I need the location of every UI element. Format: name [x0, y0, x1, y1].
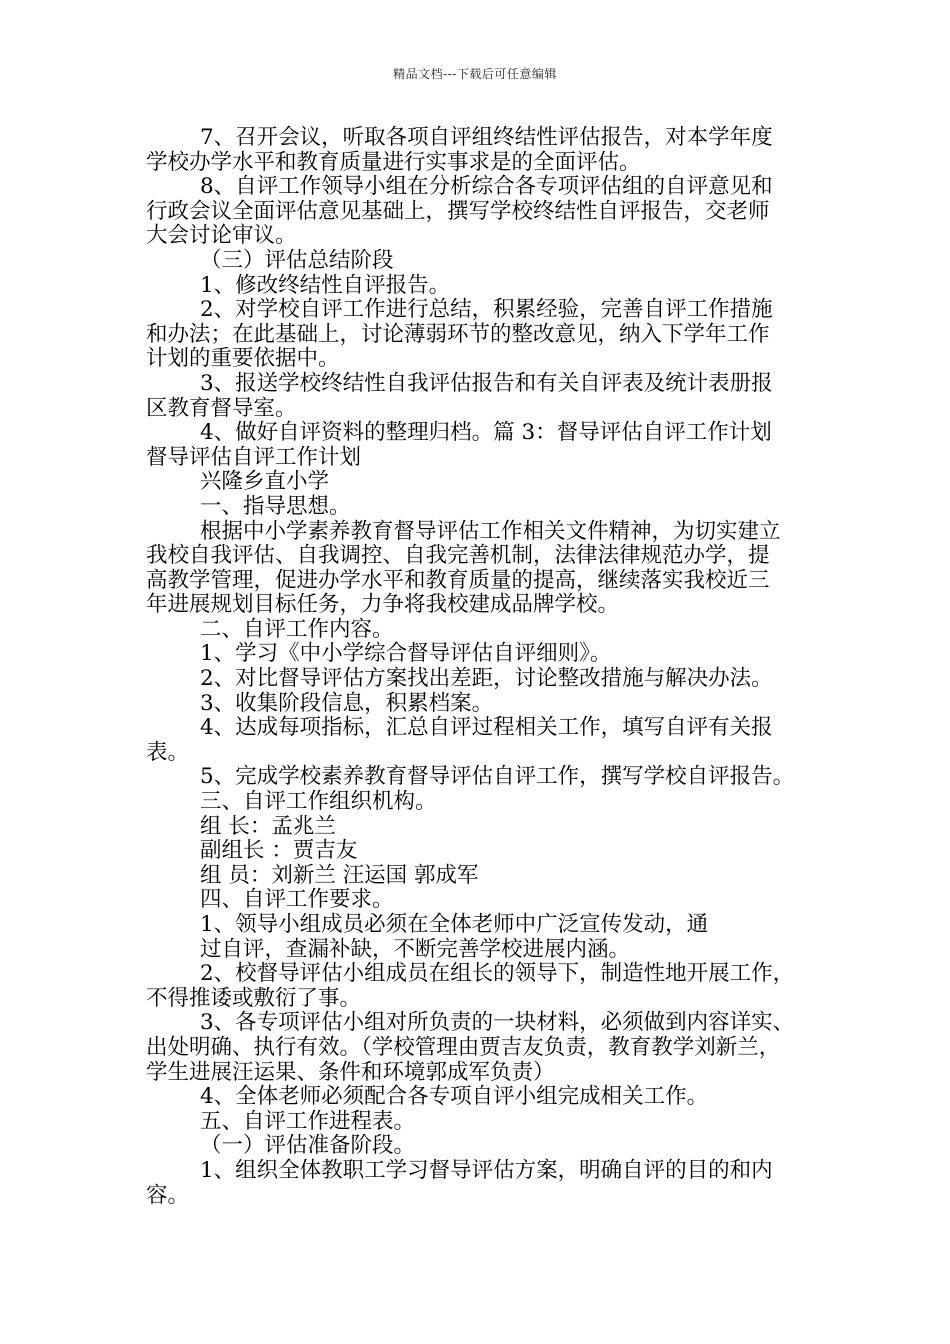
text-line: 1、学习《中小学综合督导评估自评细则》。	[200, 641, 612, 667]
text-line: 学校办学水平和教育质量进行实事求是的全面评估。	[146, 149, 641, 175]
text-line: 高教学管理，促进办学水平和教育质量的提高，继续落实我校近三	[146, 567, 770, 593]
text-line: 组 员：刘新兰 汪运国 郭成军	[200, 862, 479, 888]
text-line: 1、修改终结性自评报告。	[200, 272, 451, 298]
text-line: 年进展规划目标任务，力争将我校建成品牌学校。	[146, 592, 620, 618]
text-line: 4、全体老师必须配合各专项自评小组完成相关工作。	[200, 1084, 709, 1110]
text-line: 四、自评工作要求。	[200, 887, 394, 913]
text-line: 区教育督导室。	[146, 395, 297, 421]
text-line: 学生进展汪运果、条件和环境郭成军负责）	[146, 1059, 555, 1085]
text-line: 2、对比督导评估方案找出差距，讨论整改措施与解决办法。	[200, 666, 773, 692]
text-line: 我校自我评估、自我调控、自我完善机制，法律法律规范办学，提	[146, 543, 770, 569]
text-line: 副组长 ：贾吉友	[200, 838, 358, 864]
text-line: 兴隆乡直小学	[200, 469, 330, 495]
text-line: 五、自评工作进程表。	[200, 1108, 416, 1134]
text-line: 3、报送学校终结性自我评估报告和有关自评表及统计表册报	[200, 370, 773, 396]
text-line: 过自评，查漏补缺，不断完善学校进展内涵。	[200, 936, 631, 962]
text-line: 3、收集阶段信息，积累档案。	[200, 690, 494, 716]
text-line: 4、达成每项指标，汇总自评过程相关工作，填写自评有关报	[200, 715, 773, 741]
text-line: 5、完成学校素养教育督导评估自评工作，撰写学校自评报告。	[200, 764, 795, 790]
text-line: 4、做好自评资料的整理归档。篇 3：督导评估自评工作计划	[200, 420, 772, 446]
text-line: 三、自评工作组织机构。	[200, 789, 437, 815]
text-line: 一、指导思想。	[200, 493, 351, 519]
text-line: 二、自评工作内容。	[200, 616, 394, 642]
text-line: 行政会议全面评估意见基础上，撰写学校终结性自评报告，交老师	[146, 198, 770, 224]
document-body	[146, 126, 816, 1208]
text-line: 7、召开会议，听取各项自评组终结性评估报告，对本学年度	[200, 125, 773, 150]
text-line: 1、领导小组成员必须在全体老师中广泛宣传发动，通	[200, 912, 709, 937]
text-line: 计划的重要依据中。	[146, 346, 340, 372]
text-line: 1、组织全体教职工学习督导评估方案，明确自评的目的和内	[200, 1157, 773, 1183]
page-header: 精品文档---下载后可任意编辑	[393, 67, 557, 81]
text-line: 2、校督导评估小组成员在组长的领导下，制造性地开展工作，	[200, 961, 795, 987]
text-line: （一）评估准备阶段。	[200, 1133, 416, 1159]
text-line: 容。	[146, 1182, 190, 1208]
text-line: （三）评估总结阶段	[200, 247, 394, 273]
text-line: 3、各专项评估小组对所负责的一块材料，必须做到内容详实、	[200, 1010, 795, 1036]
text-line: 8、自评工作领导小组在分析综合各专项评估组的自评意见和	[200, 174, 773, 200]
text-line: 大会讨论审议。	[146, 223, 297, 249]
text-line: 和办法；在此基础上，讨论薄弱环节的整改意见，纳入下学年工作	[146, 321, 770, 347]
text-line: 表。	[146, 739, 190, 765]
text-line: 2、对学校自评工作进行总结，积累经验，完善自评工作措施	[200, 297, 773, 323]
text-line: 出处明确、执行有效。（学校管理由贾吉友负责，教育教学刘新兰，	[146, 1034, 781, 1060]
text-line: 根据中小学素养教育督导评估工作相关文件精神，为切实建立	[200, 518, 781, 544]
text-line: 组 长：孟兆兰	[200, 813, 336, 839]
text-line: 不得推诿或敷衍了事。	[146, 985, 362, 1011]
text-line: 督导评估自评工作计划	[146, 444, 362, 470]
